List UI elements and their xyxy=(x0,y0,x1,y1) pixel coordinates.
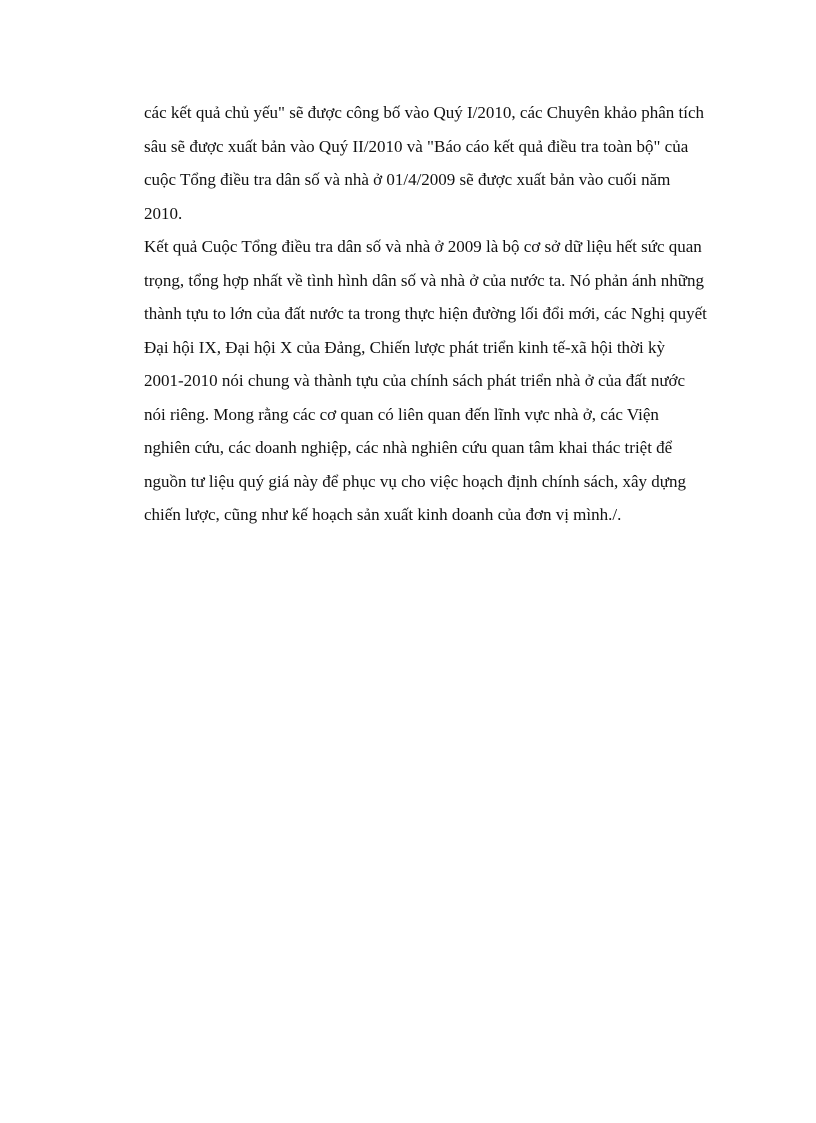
paragraph-line: nói riêng. Mong rằng các cơ quan có liên quan đến lĩnh vực nhà ở, các Viện xyxy=(144,404,659,424)
paragraph-2 xyxy=(144,230,707,532)
paragraph-line: Đại hội IX, Đại hội X của Đảng, Chiến lược phát triển kinh tế-xã hội thời kỳ xyxy=(144,337,666,357)
paragraph-line: trọng, tổng hợp nhất về tình hình dân số và nhà ở của nước ta. Nó phản ánh những xyxy=(144,270,705,290)
paragraph-line: nguồn tư liệu quý giá này để phục vụ cho việc hoạch định chính sách, xây dựng xyxy=(144,471,686,491)
paragraph-line: thành tựu to lớn của đất nước ta trong thực hiện đường lối đổi mới, các Nghị quyết xyxy=(144,304,707,323)
paragraph-line: sâu sẽ được xuất bản vào Quý II/2010 và "Báo cáo kết quả điều tra toàn bộ" của xyxy=(144,136,689,156)
paragraph-1 xyxy=(144,96,704,230)
paragraph-line: 2010. xyxy=(144,203,183,223)
paragraph-line: Kết quả Cuộc Tổng điều tra dân số và nhà ở 2009 là bộ cơ sở dữ liệu hết sức quan xyxy=(144,237,702,256)
document-body xyxy=(144,96,707,532)
paragraph-line: 2001-2010 nói chung và thành tựu của chính sách phát triển nhà ở của đất nước xyxy=(144,371,686,390)
paragraph-line: nghiên cứu, các doanh nghiệp, các nhà nghiên cứu quan tâm khai thác triệt để xyxy=(144,438,673,457)
paragraph-line: cuộc Tổng điều tra dân số và nhà ở 01/4/2009 sẽ được xuất bản vào cuối năm xyxy=(144,170,671,189)
paragraph-line: chiến lược, cũng như kế hoạch sản xuất kinh doanh của đơn vị mình./. xyxy=(144,505,622,524)
paragraph-line: các kết quả chủ yếu" sẽ được công bố vào Quý I/2010, các Chuyên khảo phân tích xyxy=(144,103,704,122)
